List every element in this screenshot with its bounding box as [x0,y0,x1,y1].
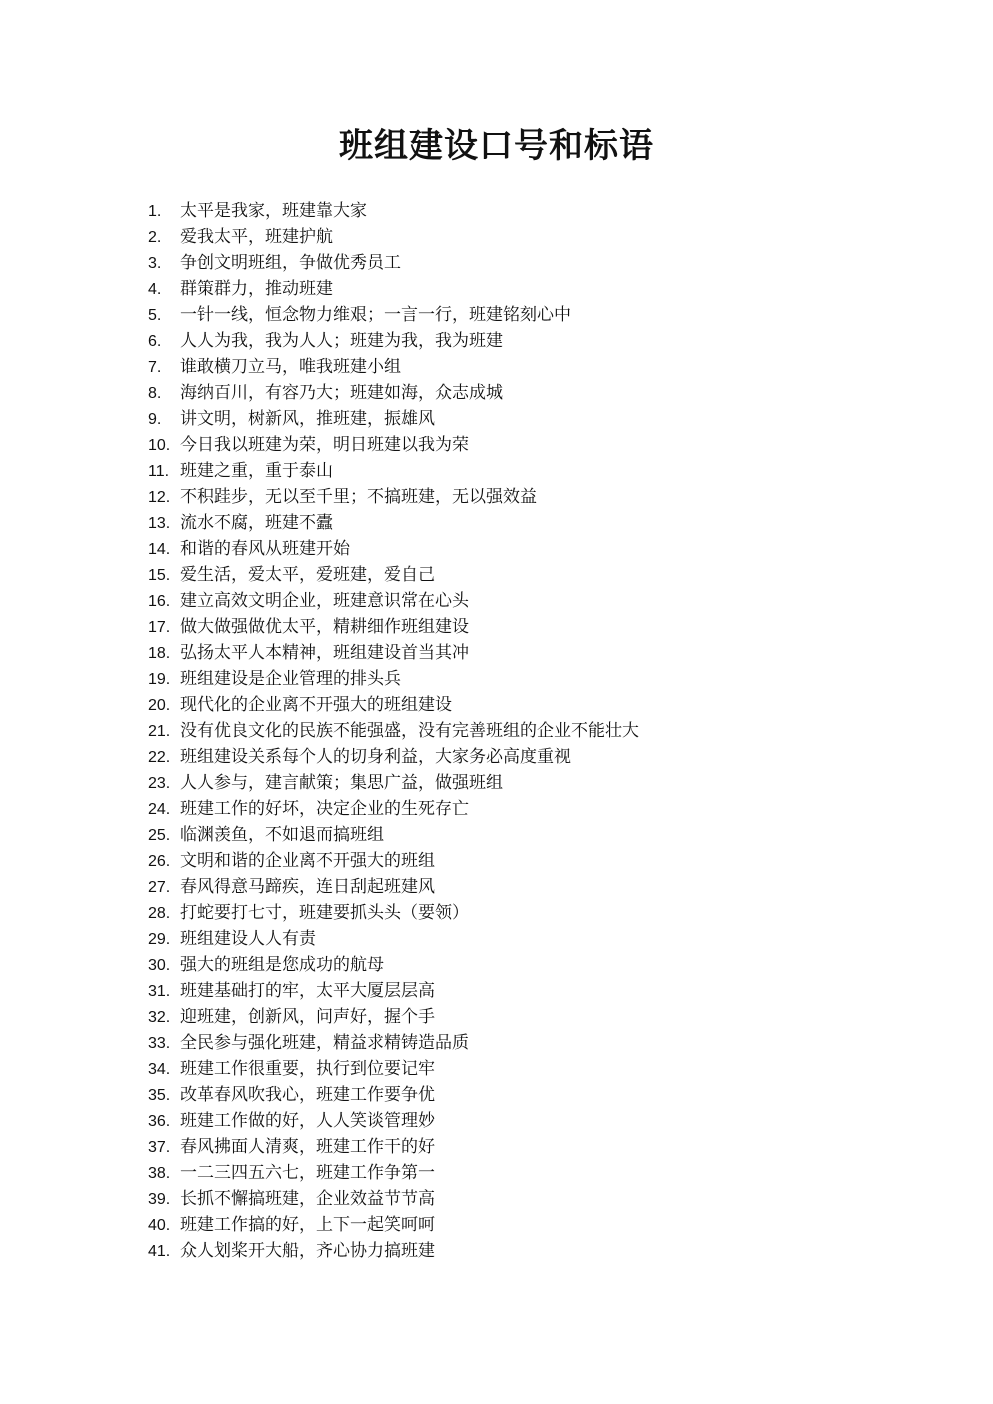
list-item [148,588,868,614]
item-text: 人人为我，我为人人；班建为我，我为班建 [180,331,503,351]
list-item [148,978,868,1004]
list-item [148,1056,868,1082]
list-item [148,458,868,484]
list-item [148,1082,868,1108]
list-item [148,302,868,328]
item-number: 3. [148,255,162,272]
item-number: 24. [148,801,171,818]
slogan-list [148,198,868,1264]
item-text: 一针一线，恒念物力维艰；一言一行，班建铭刻心中 [180,305,571,325]
item-number: 32. [148,1009,171,1026]
item-number: 1. [148,203,162,220]
item-text: 班组建设是企业管理的排头兵 [180,669,401,689]
item-number: 4. [148,281,162,298]
item-text: 没有优良文化的民族不能强盛，没有完善班组的企业不能壮大 [180,721,639,741]
item-text: 谁敢横刀立马，唯我班建小组 [180,357,401,377]
item-number: 22. [148,749,171,766]
item-text: 改革春风吹我心，班建工作要争优 [180,1085,435,1105]
item-number: 2. [148,229,162,246]
list-item [148,900,868,926]
list-item [148,848,868,874]
item-number: 18. [148,645,171,662]
item-number: 33. [148,1035,171,1052]
list-item [148,796,868,822]
list-item [148,822,868,848]
list-item [148,276,868,302]
list-item [148,718,868,744]
item-number: 17. [148,619,171,636]
list-item [148,952,868,978]
item-text: 文明和谐的企业离不开强大的班组 [180,851,435,871]
list-item [148,380,868,406]
list-item [148,406,868,432]
list-item [148,510,868,536]
item-text: 春风拂面人清爽，班建工作干的好 [180,1137,435,1157]
item-text: 班组建设人人有责 [180,929,316,949]
item-number: 14. [148,541,171,558]
item-number: 35. [148,1087,171,1104]
item-number: 7. [148,359,162,376]
item-number: 31. [148,983,171,1000]
item-text: 争创文明班组，争做优秀员工 [180,253,401,273]
item-number: 11. [148,463,170,480]
item-number: 39. [148,1191,171,1208]
item-number: 13. [148,515,171,532]
list-item [148,1212,868,1238]
item-text: 爱我太平，班建护航 [180,227,333,247]
item-text: 流水不腐，班建不蠹 [180,513,333,533]
item-text: 班建工作搞的好，上下一起笑呵呵 [180,1215,435,1235]
list-item [148,614,868,640]
item-number: 40. [148,1217,171,1234]
list-item [148,354,868,380]
list-item [148,328,868,354]
item-text: 班建基础打的牢，太平大厦层层高 [180,981,435,1001]
item-text: 临渊羡鱼，不如退而搞班组 [180,825,384,845]
item-text: 春风得意马蹄疾，连日刮起班建风 [180,877,435,897]
item-number: 10. [148,437,171,454]
list-item [148,484,868,510]
item-number: 9. [148,411,162,428]
list-item [148,640,868,666]
item-text: 人人参与，建言献策；集思广益，做强班组 [180,773,503,793]
item-text: 讲文明，树新风，推班建，振雄风 [180,409,435,429]
item-text: 强大的班组是您成功的航母 [180,955,384,975]
item-text: 爱生活，爱太平，爱班建，爱自己 [180,565,435,585]
list-item [148,666,868,692]
item-number: 21. [148,723,171,740]
item-text: 今日我以班建为荣，明日班建以我为荣 [180,435,469,455]
list-item [148,1108,868,1134]
item-number: 37. [148,1139,171,1156]
item-number: 19. [148,671,171,688]
item-text: 做大做强做优太平，精耕细作班组建设 [180,617,469,637]
list-item [148,1186,868,1212]
item-text: 和谐的春风从班建开始 [180,539,350,559]
item-number: 29. [148,931,171,948]
item-number: 27. [148,879,171,896]
item-number: 8. [148,385,162,402]
list-item [148,198,868,224]
item-text: 海纳百川，有容乃大；班建如海，众志成城 [180,383,503,403]
item-number: 25. [148,827,171,844]
item-number: 41. [148,1243,171,1260]
list-item [148,874,868,900]
list-item [148,224,868,250]
item-number: 15. [148,567,171,584]
item-text: 全民参与强化班建，精益求精铸造品质 [180,1033,469,1053]
list-item [148,1004,868,1030]
list-item [148,926,868,952]
item-number: 38. [148,1165,171,1182]
item-number: 34. [148,1061,171,1078]
item-number: 12. [148,489,171,506]
item-text: 不积跬步，无以至千里；不搞班建，无以强效益 [180,487,537,507]
item-number: 6. [148,333,162,350]
item-text: 众人划桨开大船，齐心协力搞班建 [180,1241,435,1261]
item-text: 迎班建，创新风，问声好，握个手 [180,1007,435,1027]
item-text: 一二三四五六七，班建工作争第一 [180,1163,435,1183]
item-text: 弘扬太平人本精神，班组建设首当其冲 [180,643,469,663]
item-number: 16. [148,593,171,610]
list-item [148,692,868,718]
item-text: 班组建设关系每个人的切身利益，大家务必高度重视 [180,747,571,767]
list-item [148,1160,868,1186]
item-text: 班建工作的好坏，决定企业的生死存亡 [180,799,469,819]
list-item [148,744,868,770]
item-text: 打蛇要打七寸，班建要抓头头（要领） [180,903,469,923]
item-text: 班建工作很重要，执行到位要记牢 [180,1059,435,1079]
item-text: 班建之重，重于泰山 [180,461,333,481]
list-item [148,1238,868,1264]
list-item [148,250,868,276]
list-item [148,536,868,562]
item-text: 群策群力，推动班建 [180,279,333,299]
list-item [148,432,868,458]
item-number: 26. [148,853,171,870]
item-number: 20. [148,697,171,714]
list-item [148,770,868,796]
item-text: 班建工作做的好，人人笑谈管理妙 [180,1111,435,1131]
list-item [148,562,868,588]
list-item [148,1030,868,1056]
item-text: 太平是我家，班建靠大家 [180,201,367,221]
item-number: 5. [148,307,162,324]
item-number: 36. [148,1113,171,1130]
list-item [148,1134,868,1160]
item-text: 现代化的企业离不开强大的班组建设 [180,695,452,715]
item-number: 23. [148,775,171,792]
item-text: 长抓不懈搞班建，企业效益节节高 [180,1189,435,1209]
item-number: 28. [148,905,171,922]
document-title: 班组建设口号和标语 [339,126,654,166]
item-text: 建立高效文明企业，班建意识常在心头 [180,591,469,611]
item-number: 30. [148,957,171,974]
